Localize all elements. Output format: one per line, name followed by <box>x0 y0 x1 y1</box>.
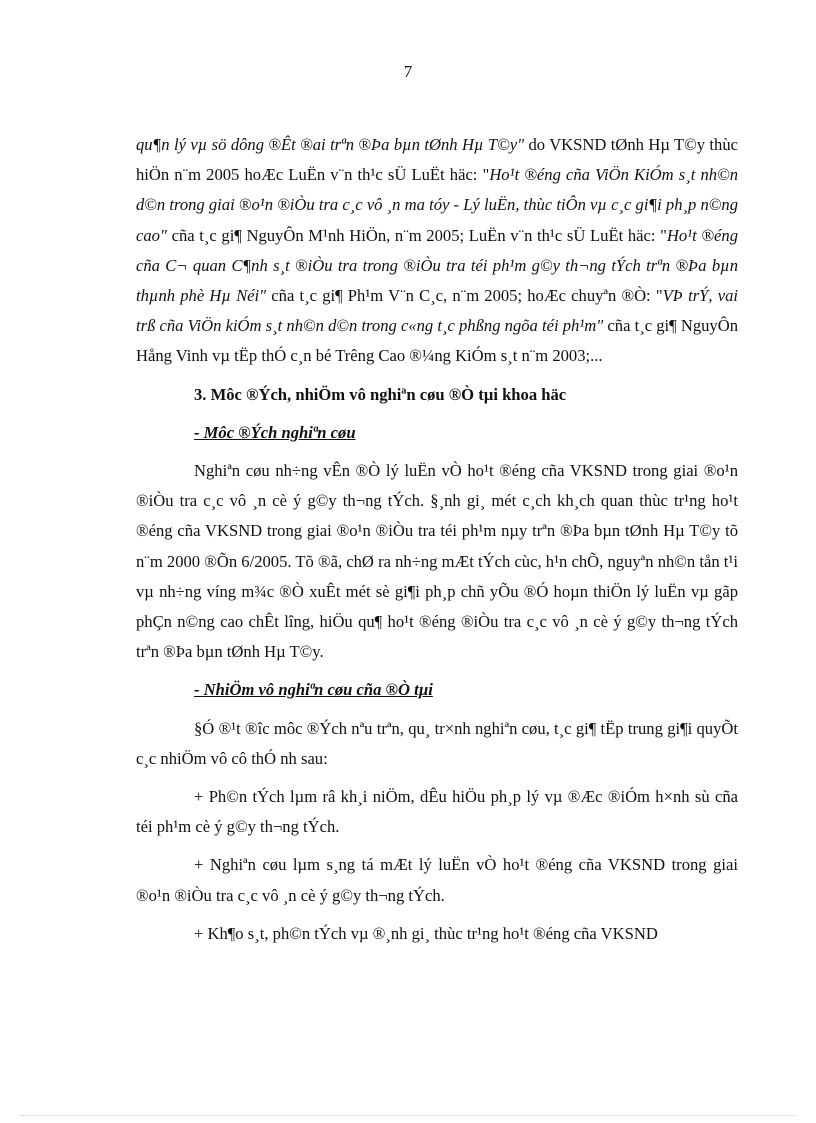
citation-text: cña t¸c gi¶ NguyÔn M¹nh HiÖn, n¨m 2005; LuËn v¨n th¹c sÜ LuËt häc: " <box>166 225 667 245</box>
task-list-item: + Nghiªn cøu lµm s¸ng tá mÆt lý luËn vÒ ho¹t ®éng cña VKSND trong giai ®o¹n ®iÒu tra c¸c vô ¸n cè ý g©y th¬ng tÝch. <box>136 855 738 905</box>
cited-work-title: Ho¹t ®éng cña ViÖn KiÓm s¸t nh©n d©n trong giai ®o¹n ®iÒu tra c¸c vô ¸n ma tóy - Lý luËn, thùc tiÔn vµ c¸c gi¶i ph¸p n©ng cao" <box>136 165 738 245</box>
cited-work-title: qu¶n lý vµ sö dông ®Êt ®ai trªn ®Þa bµn tØnh Hµ T©y" <box>136 135 525 154</box>
section-heading: 3. Môc ®Ých, nhiÖm vô nghiªn cøu ®Ò tµi khoa häc <box>194 384 567 404</box>
citation-text: cña t¸c gi¶ Ph¹m V¨n C¸c, n¨m 2005; hoÆc chuyªn ®Ò: " <box>266 286 663 306</box>
subsection-heading-purpose: - Môc ®Ých nghiªn cøu <box>194 422 356 442</box>
tasks-intro-paragraph: §Ó ®¹t ®îc môc ®Ých nªu trªn, qu¸ tr×nh nghiªn cøu, t¸c gi¶ tËp trung gi¶i quyÕt c¸c nhiÖm vô cô thÓ nh sau: <box>136 718 738 768</box>
citation-text: do VKSND tØnh Hµ T©y thùc hiÖn n¨m 2005 hoÆc LuËn v¨n th¹c sÜ LuËt häc: " <box>136 135 738 185</box>
purpose-paragraph: Nghiªn cøu nh÷ng vÊn ®Ò lý luËn vÒ ho¹t ®éng cña VKSND trong giai ®o¹n ®iÒu tra c¸c vô ¸n cè ý g©y th¬ng tÝch. §¸nh gi¸ mét c¸ch kh¸ch quan thùc tr¹ng ho¹t ®éng cña VKSND trong giai ®o¹n ®iÒu tra téi ph¹m nµy trªn ®Þa bµn tØnh Hµ T©y tõ n¨m 2000 ®Õn 6/2005. Tõ ®ã, chØ ra nh÷ng mÆt tÝch cùc, h¹n chÕ, nguyªn nh©n tån t¹i vµ nh÷ng víng m¾c ®Ò xuÊt mét sè gi¶i ph¸p chñ yÕu ®Ó hoµn thiÖn lý luËn vµ gãp phÇn n©ng cao chÊt lîng, hiÖu qu¶ ho¹t ®éng ®iÒu tra c¸c vô ¸n cè ý g©y th¬ng tÝch trªn ®Þa bµn tØnh Hµ T©y. <box>136 461 738 662</box>
task-list-item: + Kh¶o s¸t, ph©n tÝch vµ ®¸nh gi¸ thùc tr¹ng ho¹t ®éng cña VKSND <box>194 923 658 943</box>
page-body <box>136 130 738 949</box>
cited-work-title: Ho¹t ®éng cña C¬ quan C¶nh s¸t ®iÒu tra trong ®iÒu tra téi ph¹m g©y th¬ng tÝch trªn ®Þa bµn thµnh phè Hµ Néi" <box>136 225 738 306</box>
cited-work-title: VÞ trÝ, vai trß cña ViÖn kiÓm s¸t nh©n d©n trong c«ng t¸c phßng ngõa téi ph¹m" <box>136 286 738 336</box>
page-bottom-border <box>20 1115 796 1116</box>
subsection-heading-tasks: - NhiÖm vô nghiªn cøu cña ®Ò tµi <box>194 680 433 700</box>
literature-review-paragraph <box>136 130 738 372</box>
task-list-item: + Ph©n tÝch lµm râ kh¸i niÖm, dÊu hiÖu ph¸p lý vµ ®Æc ®iÓm h×nh sù cña téi ph¹m cè ý g©y th¬ng tÝch. <box>136 787 738 837</box>
citation-text: cña t¸c gi¶ NguyÔn Hång Vinh vµ tËp thÓ c¸n bé Trêng Cao ®¼ng KiÓm s¸t n¨m 2003;... <box>136 316 738 366</box>
page-number: 7 <box>403 62 413 81</box>
